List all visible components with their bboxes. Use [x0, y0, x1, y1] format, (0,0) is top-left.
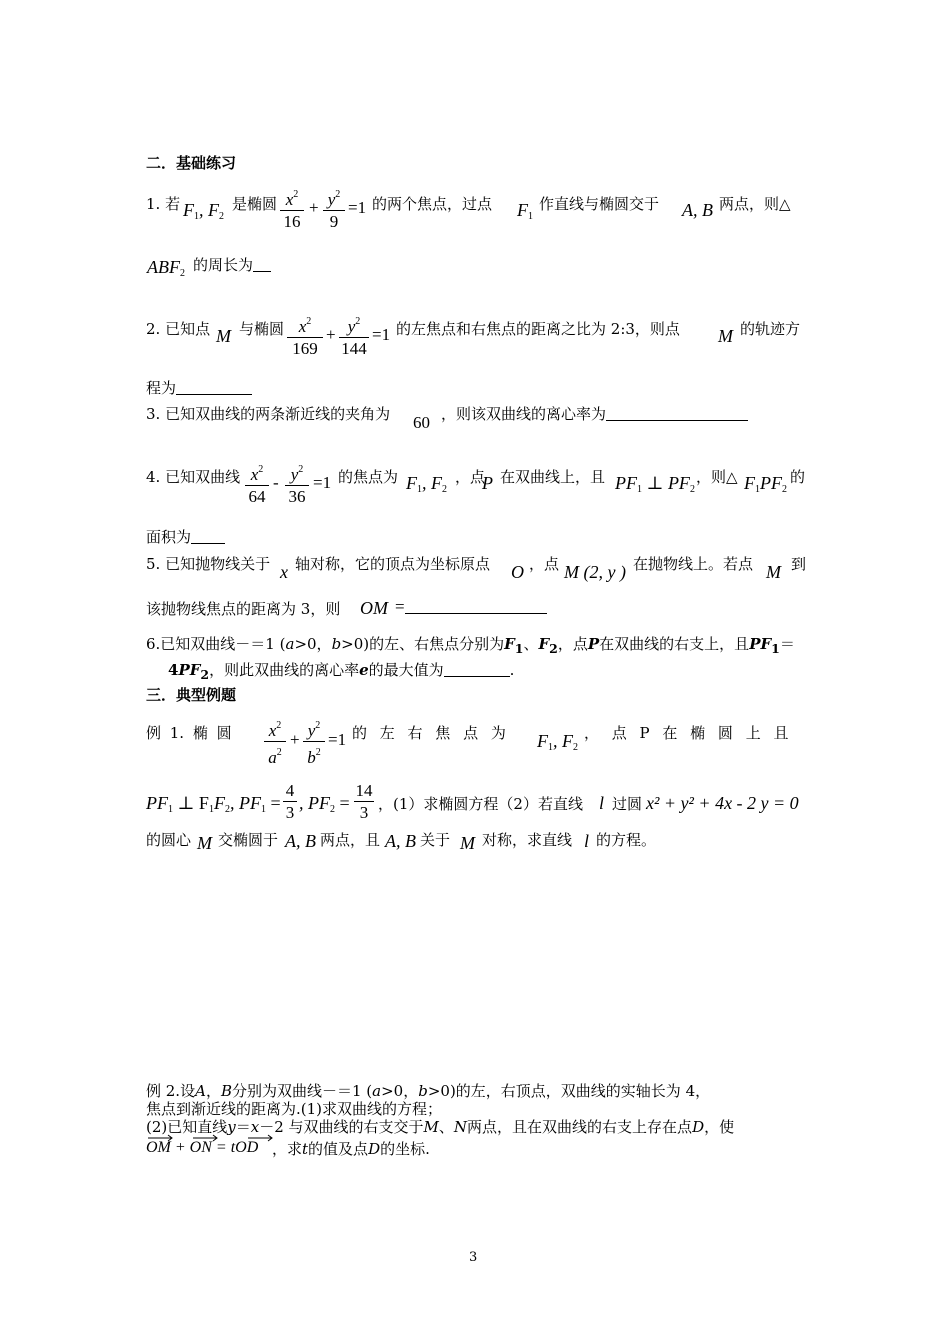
ex1-frac-14-3: 14 3: [355, 781, 373, 822]
page-number: 3: [469, 1250, 478, 1265]
p1-foci: $F_1$, $F_2$: [183, 200, 224, 222]
section-heading-examples: 三．典型例题: [146, 686, 237, 704]
ex1-frac-x: $x^2$ $a^2$: [264, 716, 286, 769]
ex1-frac-4-3: 4 3: [283, 781, 297, 824]
section-heading-basic-practice: 二．基础练习: [146, 154, 237, 172]
p4-frac-x: $x^2$ 64: [245, 460, 269, 508]
p4-frac-y: $y^2$ 36: [285, 460, 309, 508]
p1-text-d: 的两个焦点，过点: [372, 195, 493, 213]
p1-frac-x: $x^2$ 16: [280, 185, 304, 233]
ex1-frac-y: $y^2$ $b^2$: [303, 716, 325, 769]
p1-text-b: 是椭圆: [232, 195, 278, 213]
p2-frac-x: $x^2$ 169: [287, 312, 323, 360]
p1-frac-y: $y^2$ 9: [323, 185, 345, 233]
vector-equation: OM + ON = tOD: [146, 1139, 259, 1156]
vector-arrows: [146, 1133, 276, 1143]
p2-frac-y: $y^2$ 144: [339, 312, 369, 360]
p1-text-a: 1. 若: [146, 195, 181, 213]
